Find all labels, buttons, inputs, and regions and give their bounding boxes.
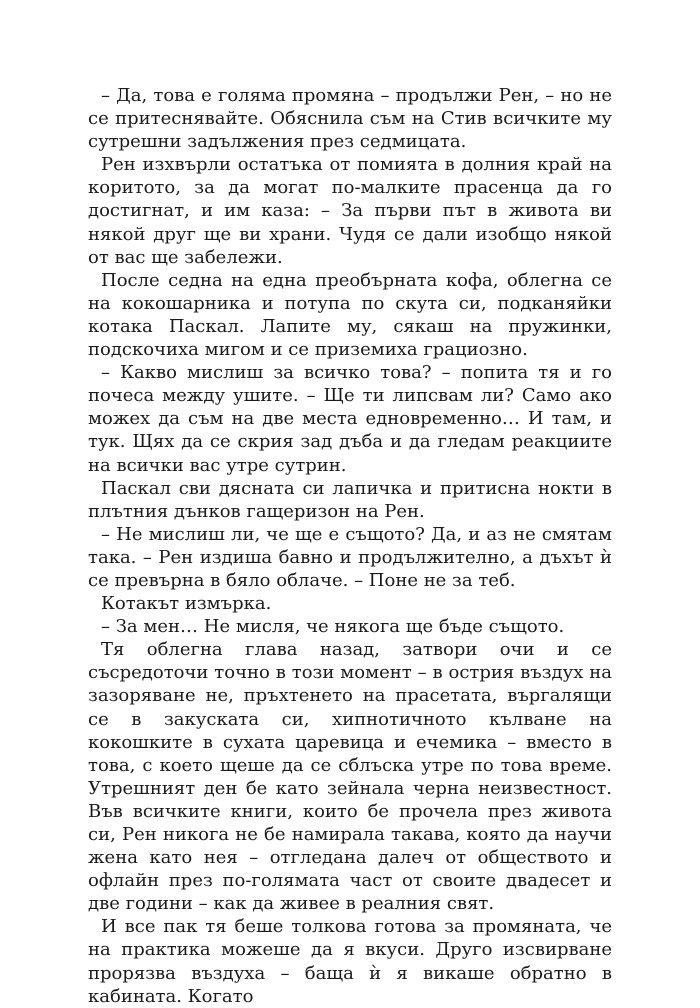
paragraph: – За мен… Не мисля, че някога ще бъде същото. xyxy=(101,616,565,638)
paragraph: Котакът измърка. xyxy=(101,593,272,615)
paragraph: И все пак тя беше толкова готова за промяната, че на практика можеше да я вкуси. Друго изсвирване прорязва въздуха – баща ѝ я викаше обратно в кабината. Когато xyxy=(88,916,612,1007)
paragraph: – Не мислиш ли, че ще е същото? Да, и аз не смятам така. – Рен издиша бавно и продължително, а дъхът ѝ се превърна в бяло облаче. – Поне не за теб. xyxy=(88,523,612,591)
paragraph: – Какво мислиш за всичко това? – попита тя и го почеса между ушите. – Ще ти липсвам ли? Само ако можех да съм на две места едновременно… И там, и тук. Щях да се скрия зад дъба и да гледам реакциите на всички вас утре сутрин. xyxy=(88,362,612,476)
paragraph: Рен изхвърли остатъка от помията в долния край на коритото, за да могат по-малките прасенца да го достигнат, и им каза: – За първи път в живота ви някой друг ще ви храни. Чудя се дали изобщо някой от вас ще забележи. xyxy=(88,154,612,268)
paragraph: Тя облегна глава назад, затвори очи и се съсредоточи точно в този момент – в острия въздух на зазоряване не, пръхтенето на прасетата, въргалящи се в закуската си, хипнотичното кълване на кокошките в сухата царевица и ечемика – вместо в това, с което щеше да се сблъска утре по това време. Утрешният ден бе като зейнала черна неизвестност. Във всичките книги, които бе прочела през живота си, Рен никога не бе намирала такава, която да научи жена като нея – отгледана далеч от обществото и офлайн през по-голямата част от своите двадесет и две години – как да живее в реалния свят. xyxy=(88,639,612,915)
page-body-text xyxy=(88,84,612,1008)
paragraph: После седна на една преобърната кофа, облегна се на кокошарника и потупа по скута си, подканяйки котака Паскал. Лапите му, сякаш на пружинки, подскочиха мигом и се приземиха грациозно. xyxy=(88,269,612,361)
paragraph: – Да, това е голяма промяна – продължи Рен, – но не се притеснявайте. Обяснила съм на Стив всичките му сутрешни задължения през седмицата. xyxy=(88,85,612,153)
paragraph: Паскал сви дясната си лапичка и притисна нокти в плътния дънков гащеризон на Рен. xyxy=(88,477,612,522)
